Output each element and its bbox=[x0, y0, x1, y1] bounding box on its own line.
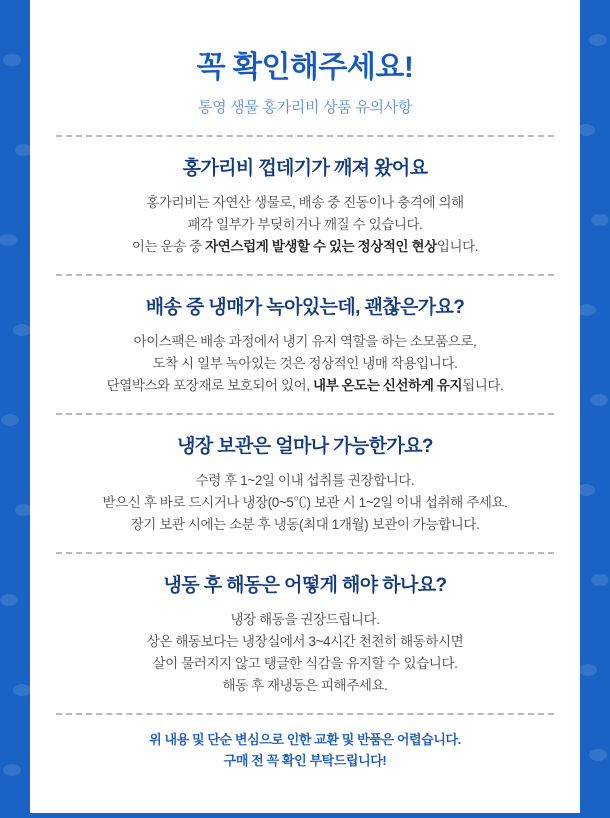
answer-text-emphasis: 내부 온도는 신선하게 유지 bbox=[312, 378, 463, 393]
faq-answer-line: 장기 보관 시에는 소분 후 냉동(최대 1개월) 보관이 가능합니다. bbox=[130, 517, 480, 532]
faq-answer-line: 도착 시 일부 녹아있는 것은 정상적인 냉매 작용입니다. bbox=[152, 356, 458, 371]
faq-answer-line: 홍가리비는 자연산 생물로, 배송 중 진동이나 충격에 의해 bbox=[146, 195, 464, 210]
divider bbox=[56, 135, 554, 137]
faq-section-4 bbox=[56, 568, 554, 699]
faq-section-1 bbox=[56, 151, 554, 260]
faq-answer-line: 상온 해동보다는 냉장실에서 3~4시간 천천히 해동하시면 bbox=[146, 634, 464, 649]
footer-line-2: 구매 전 꼭 확인 부탁드립니다! bbox=[223, 753, 387, 768]
faq-question: 배송 중 냉매가 녹아있는데, 괜찮은가요? bbox=[145, 297, 465, 318]
divider bbox=[56, 713, 554, 715]
faq-answer-line: 아이스팩은 배송 과정에서 냉기 유지 역할을 하는 소모품으로, bbox=[133, 334, 477, 349]
faq-question: 냉동 후 해동은 어떻게 해야 하나요? bbox=[163, 575, 447, 596]
faq-question: 냉장 보관은 얼마나 가능한가요? bbox=[177, 436, 433, 457]
faq-answer-line: 냉장 해동을 권장드립니다. bbox=[230, 612, 380, 627]
decorative-crab-pattern-right bbox=[578, 0, 610, 813]
faq-answer-line: 패각 일부가 부딪히거나 깨질 수 있습니다. bbox=[187, 217, 423, 232]
answer-text-emphasis: 자연스럽게 발생할 수 있는 정상적인 현상 bbox=[205, 239, 437, 254]
faq-answer-line: 살이 물러지지 않고 탱글한 식감을 유지할 수 있습니다. bbox=[152, 656, 458, 671]
faq-answer-line: 해동 후 재냉동은 피해주세요. bbox=[222, 678, 388, 693]
answer-text-post: 입니다. bbox=[436, 239, 479, 254]
faq-answer-line: 받으신 후 바로 드시거나 냉장(0~5℃) 보관 시 1~2일 이내 섭취해 주세요. bbox=[102, 495, 508, 510]
footer-line-1: 위 내용 및 단순 변심으로 인한 교환 및 반품은 어렵습니다. bbox=[149, 732, 461, 747]
faq-answer-line: 수령 후 1~2일 이내 섭취를 권장합니다. bbox=[195, 473, 415, 488]
faq-answer-line bbox=[56, 375, 554, 397]
answer-text-post: 됩니다. bbox=[462, 378, 504, 393]
faq-question: 홍가리비 껍데기가 깨져 왔어요 bbox=[182, 158, 428, 179]
notice-card bbox=[30, 0, 580, 813]
page-title: 꼭 확인해주세요! bbox=[196, 51, 414, 84]
faq-answer-line bbox=[56, 236, 554, 258]
answer-text-pre: 단열박스와 포장재로 보호되어 있어, bbox=[106, 378, 313, 393]
decorative-crab-pattern-left bbox=[0, 0, 32, 813]
divider bbox=[56, 552, 554, 554]
divider bbox=[56, 274, 554, 276]
footer-notice bbox=[56, 729, 554, 771]
divider bbox=[56, 413, 554, 415]
answer-text-pre: 이는 운송 중 bbox=[131, 239, 206, 254]
page-subtitle: 통영 생물 홍가리비 상품 유의사항 bbox=[197, 99, 413, 116]
faq-section-3 bbox=[56, 429, 554, 538]
faq-section-2 bbox=[56, 290, 554, 399]
